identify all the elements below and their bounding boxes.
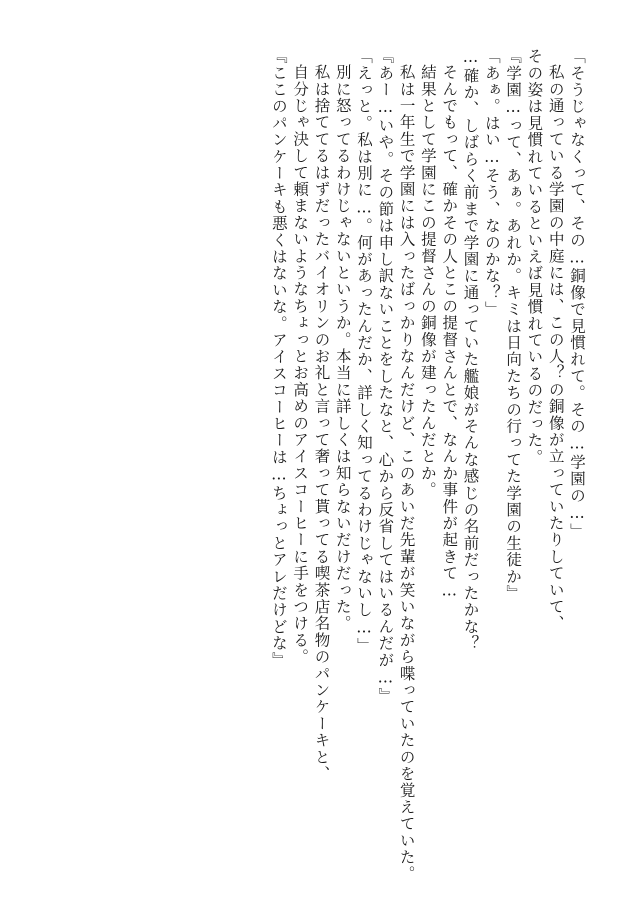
text-line: 『あー…いや。その節は申し訳ないことをしたなと、心から反省してはいるんだが…』 [376,48,395,705]
text-line: そんでもって、確かその人とこの提督さんとで、なんか事件が起きて… [440,64,459,601]
vertical-text-body [268,48,587,883]
text-line: 自分じゃ決して頼まないようなちょっとお高めのアイスコーヒーに手をつける。 [291,64,310,666]
text-line: 「そうじゃなくって、その…銅像で見慣れて。その…学園の…」 [568,48,586,540]
text-line: 「えっと。私は別に…。何があったんだか、詳しく知ってるわけじゃないし…」 [355,48,374,655]
text-line: 「あぁ。はい…そう、なのかな？」 [482,48,501,318]
text-line: 私の通っている学園の中庭には、この人？の銅像が立っていたりしていて、 [546,64,565,632]
text-line: 『ここのパンケーキも悪くはないな。アイスコーヒーは…ちょっとアレだけどな』 [269,48,288,669]
text-line: 結果として学園にこの提督さんの銅像が建ったんだとか。 [418,64,437,499]
text-line: 別に怒ってるわけじゃないというか。本当に詳しくは知らないだけだった。 [333,64,352,632]
text-line: 私は一年生で学園には入ったばっかりなんだけど、このあいだ先輩が笑いながら喋っていたのを覚えていた。 [397,64,416,883]
text-line: 『学園…って、あぁ。あれか。キミは日向たちの行ってた学園の生徒か』 [504,48,523,602]
text-line: その姿は見慣れているといえば見慣れているのだった。 [525,48,544,466]
text-line: 私は捨ててるはずだったバイオリンのお礼と言って奢って貰ってる喫茶店名物のパンケーキと、 [312,64,331,783]
text-line: …確か、しばらく前まで学園に通っていた艦娘がそんな感じの名前だったかな？ [461,48,480,652]
